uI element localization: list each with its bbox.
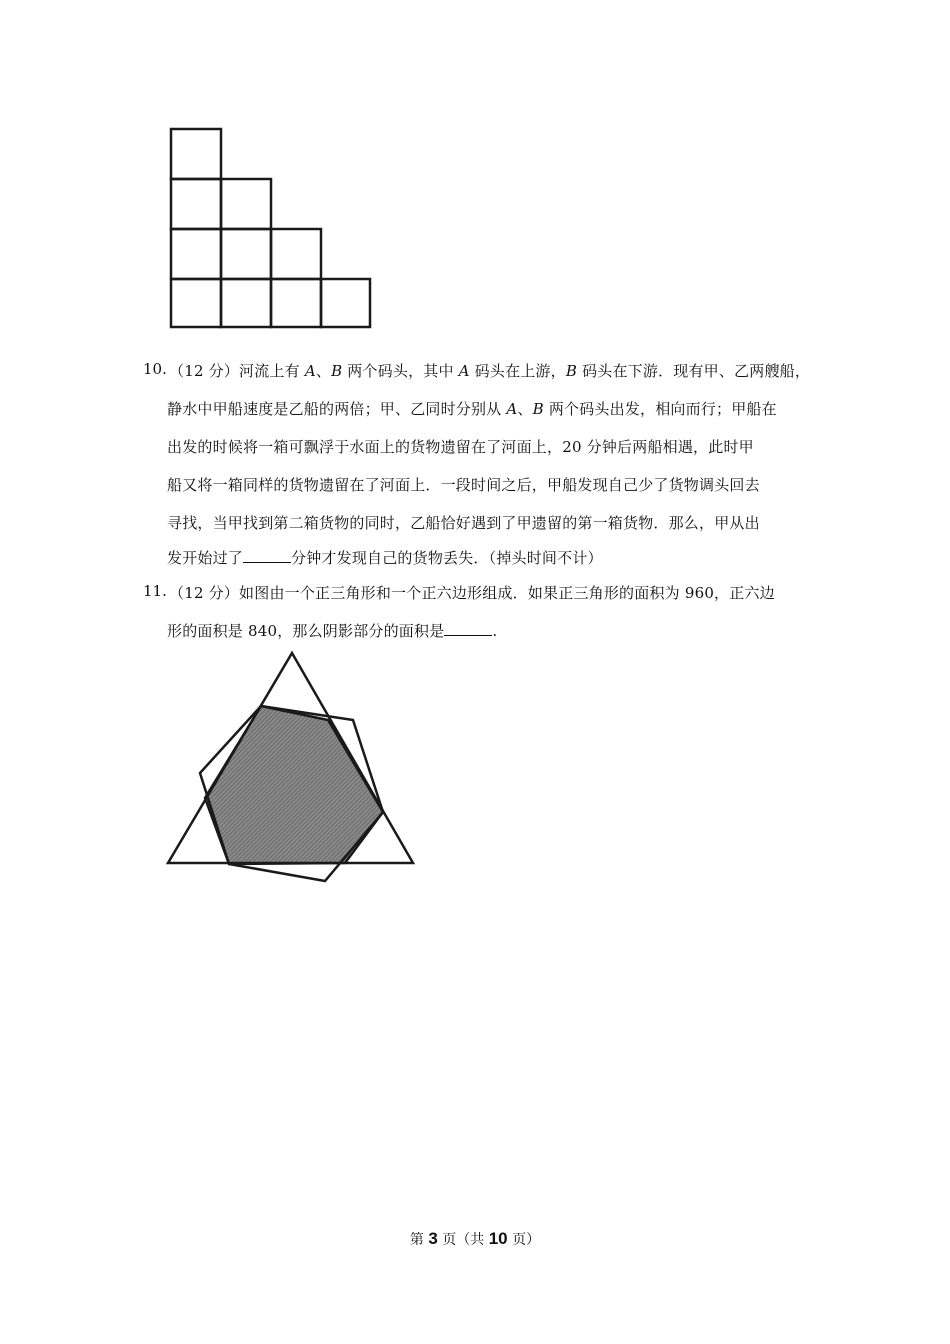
- question-10-line-4: 船又将一箱同样的货物遗留在了河面上．一段时间之后，甲船发现自己少了货物调头回去: [167, 476, 760, 494]
- grid-cell: [171, 129, 221, 179]
- grid-cell: [171, 279, 221, 327]
- page-number: 3: [428, 1229, 438, 1248]
- triangle-hexagon-figure: [160, 645, 425, 890]
- grid-cell: [221, 229, 271, 279]
- answer-blank[interactable]: [243, 548, 291, 563]
- question-10-line-2: 静水中甲船速度是乙船的两倍；甲、乙同时分别从 A、B 两个码头出发，相向而行；甲船在: [167, 400, 777, 418]
- grid-cell: [221, 279, 271, 327]
- grid-cell: [171, 229, 221, 279]
- grid-cell: [271, 229, 321, 279]
- answer-blank[interactable]: [444, 621, 492, 636]
- grid-cell: [171, 179, 221, 229]
- question-10-line-3: 出发的时候将一箱可飘浮于水面上的货物遗留在了河面上，20 分钟后两船相遇，此时甲: [167, 438, 754, 456]
- page-footer: 第 3 页（共 10 页）: [409, 1229, 541, 1248]
- question-10-number: 10.: [143, 360, 167, 378]
- question-11-number: 11.: [143, 582, 167, 600]
- grid-cell: [221, 179, 271, 229]
- staircase-grid-figure: [160, 120, 380, 335]
- question-10-line-6: 发开始过了 分钟才发现自己的货物丢失．（掉头时间不计）: [167, 549, 603, 567]
- question-10-line-1: （12 分）河流上有 A、B 两个码头，其中 A 码头在上游，B 码头在下游．现有甲、乙两艘船，: [169, 362, 811, 380]
- question-11-line-2: 形的面积是 840，那么阴影部分的面积是 .: [167, 622, 498, 640]
- grid-cell: [271, 279, 321, 327]
- grid-cell: [321, 279, 370, 327]
- total-pages: 10: [488, 1229, 508, 1248]
- question-10-line-5: 寻找，当甲找到第二箱货物的同时，乙船恰好遇到了甲遗留的第一箱货物．那么，甲从出: [167, 514, 760, 532]
- question-11-line-1: （12 分）如图由一个正三角形和一个正六边形组成．如果正三角形的面积为 960，正六边: [169, 584, 775, 602]
